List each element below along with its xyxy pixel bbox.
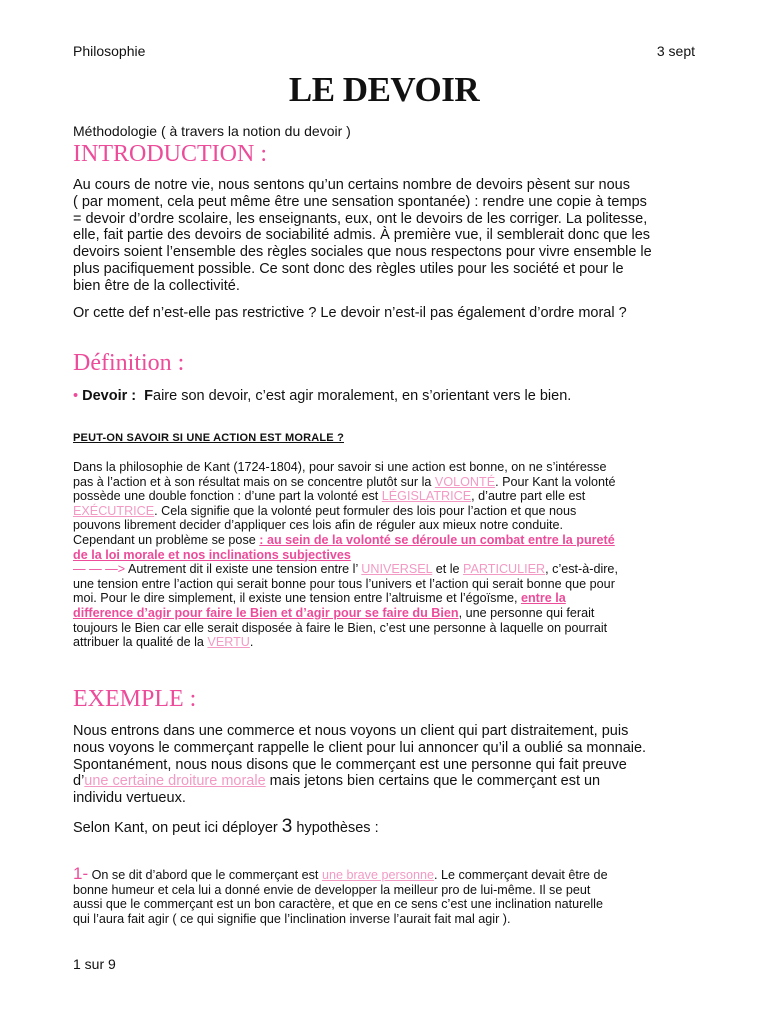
hypothesis-number: 1- bbox=[73, 864, 89, 883]
kant-line: difference d’agir pour faire le Bien et d’agir pour se faire du Bien, une personne qui ferait bbox=[73, 605, 595, 620]
intro-line: plus pacifiquement possible. Ce sont donc des règles utiles pour les société et pour le bbox=[73, 260, 624, 277]
intro-line: ( par moment, cela peut même être une sensation spontanée) : rendre une copie à temps bbox=[73, 193, 647, 210]
kant-line: toujours le Bien car elle serait disposée à faire le Bien, c’est une personne à laquelle on pourrait bbox=[73, 620, 608, 635]
example-line: d’une certaine droiture morale mais jetons bien certains que le commerçant est un bbox=[73, 773, 601, 790]
example-line: individu vertueux. bbox=[73, 790, 186, 807]
methodology-line: Méthodologie ( à travers la notion du devoir ) bbox=[73, 123, 351, 139]
header-date: 3 sept bbox=[656, 43, 695, 59]
definition-heading: Définition : bbox=[73, 350, 185, 376]
page-number: 1 sur 9 bbox=[73, 956, 116, 972]
intro-line: elle, fait partie des devoirs de sociabilité admis. À première vue, il semblerait donc que les bbox=[73, 227, 651, 244]
intro-line: devoirs soient l’ensemble des règles sociales que nous respectons pour vivre ensemble le bbox=[73, 244, 652, 261]
kant-line: une tension entre l’action qui serait bonne pour tous l’univers et l’action qui serait bonne que pour bbox=[73, 576, 615, 591]
intro-question: Or cette def n’est-elle pas restrictive ? Le devoir n’est-il pas également d’ordre moral ? bbox=[73, 305, 627, 321]
executrice-term: EXÉCUTRICE bbox=[73, 503, 155, 518]
intro-line: bien être de la collectivité. bbox=[73, 277, 240, 294]
particulier-term: PARTICULIER bbox=[463, 562, 546, 577]
page-title: LE DEVOIR bbox=[288, 70, 480, 109]
example-line: nous voyons le commerçant rappelle le client pour lui annoncer qu’il a oublié sa monnaie. bbox=[73, 739, 647, 756]
definition-first-letter: F bbox=[144, 388, 153, 404]
section-heading: PEUT-ON SAVOIR SI UNE ACTION EST MORALE ? bbox=[73, 432, 344, 444]
volonte-term: VOLONTÉ bbox=[434, 474, 496, 489]
hypothesis-1 bbox=[73, 864, 697, 926]
arrow-icon: — — —> bbox=[73, 562, 126, 577]
kant-line: — — —> Autrement dit il existe une tension entre l’ UNIVERSEL et le PARTICULIER, c’est-à-dire, bbox=[73, 562, 618, 577]
hypothesis-line: qui l’aura fait agir ( ce qui signifie que l’inclination inverse l’aurait fait mal agir ). bbox=[73, 911, 511, 926]
hypothesis-line: aussi que le commerçant est un bon caractère, et que en ce sens c’est une inclination naturelle bbox=[73, 897, 603, 912]
kant-line: Dans la philosophie de Kant (1724-1804), pour savoir si une action est bonne, on ne s’intéresse bbox=[73, 460, 607, 474]
example-paragraph bbox=[73, 723, 705, 807]
intro-line: = devoir d’ordre scolaire, les enseignants, eux, ont le devoirs de les corriger. La politesse, bbox=[73, 210, 648, 227]
legislatrice-term: LÉGISLATRICE bbox=[381, 489, 472, 504]
definition-line bbox=[73, 388, 705, 405]
vertu-term: VERTU bbox=[207, 635, 250, 650]
kant-hypotheses-line: Selon Kant, on peut ici déployer 3 hypothèses : bbox=[73, 816, 379, 837]
definition-term: Devoir : bbox=[82, 388, 137, 404]
hypothesis-line: bonne humeur et cela lui a donné envie de developper la meilleur pro de lui-même. Il se peut bbox=[73, 882, 591, 897]
intro-line: Au cours de notre vie, nous sentons qu’un certains nombre de devoirs pèsent sur nous bbox=[73, 177, 630, 193]
kant-line: attribuer la qualité de la VERTU. bbox=[73, 635, 254, 650]
highlight-combat-cont: de la loi morale et nos inclinations subjectives bbox=[73, 547, 351, 562]
droiture-term: une certaine droiture morale bbox=[84, 773, 266, 790]
kant-paragraph bbox=[73, 460, 697, 650]
kant-line: EXÉCUTRICE. Cela signifie que la volonté peut formuler des lois pour l’action et que nous bbox=[73, 503, 577, 518]
kant-line bbox=[73, 548, 697, 563]
hypotheses-count: 3 bbox=[281, 816, 293, 837]
example-line: Spontanément, nous nous disons que le commerçant est une personne qui fait preuve bbox=[73, 756, 627, 773]
intro-heading: INTRODUCTION : bbox=[73, 141, 267, 167]
highlight-combat: : au sein de la volonté se déroule un combat entre la pureté bbox=[259, 532, 615, 547]
highlight-difference-cont: difference d’agir pour faire le Bien et d’agir pour se faire du Bien bbox=[73, 605, 459, 620]
kant-line: moi. Pour le dire simplement, il existe une tension entre l’altruisme et l’égoïsme, entre la bbox=[73, 591, 566, 606]
kant-line: possède une double fonction : d’une part la volonté est LÉGISLATRICE, d’autre part elle est bbox=[73, 489, 586, 504]
kant-line: Cependant un problème se pose : au sein de la volonté se déroule un combat entre la pureté bbox=[73, 532, 615, 547]
bullet-icon: • bbox=[73, 388, 79, 404]
highlight-difference: entre la bbox=[520, 591, 566, 606]
kant-line: pas à l’action et à son résultat mais on se concentre plutôt sur la VOLONTÉ. Pour Kant la volonté bbox=[73, 474, 616, 489]
header-subject: Philosophie bbox=[73, 43, 146, 59]
definition-text: aire son devoir, c’est agir moralement, en s’orientant vers le bien. bbox=[153, 388, 572, 404]
kant-line: pouvons librement decider d’appliquer ces lois afin de réguler aux mieux notre conduite. bbox=[73, 518, 564, 533]
universel-term: UNIVERSEL bbox=[361, 562, 433, 577]
example-heading: EXEMPLE : bbox=[73, 686, 197, 712]
intro-paragraph bbox=[73, 177, 705, 295]
example-line: Nous entrons dans une commerce et nous voyons un client qui part distraitement, puis bbox=[73, 723, 629, 739]
brave-personne-term: une brave personne bbox=[321, 868, 434, 882]
hypothesis-line: 1- On se dit d’abord que le commerçant est une brave personne. Le commerçant devait être de bbox=[73, 864, 608, 883]
